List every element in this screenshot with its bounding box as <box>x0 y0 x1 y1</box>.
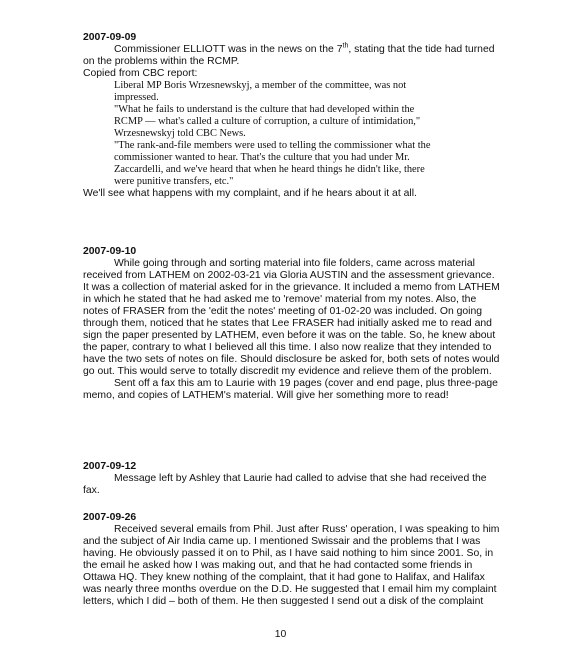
superscript: th <box>342 42 349 50</box>
paragraph-text: , stating that the tide had turned on the problems within the RCMP. <box>83 44 495 67</box>
entry-2007-09-09 <box>83 32 503 200</box>
entry-date: 2007-09-26 <box>83 512 137 523</box>
entry-paragraph <box>83 44 503 68</box>
closing-line: We'll see what happens with my complaint, and if he hears about it at all. <box>83 188 417 199</box>
quote-paragraph: Liberal MP Boris Wrzesnewskyj, a member of the committee, was not impressed. <box>114 80 407 103</box>
quote-paragraph: "The rank-and-file members were used to telling the commissioner what the commissioner wanted to hear. That's the culture that you had under Mr. Zaccardelli, and we've heard that when he heard things he didn't like, there were punitive transfers, etc." <box>114 140 431 187</box>
entry-paragraph: While going through and sorting material into file folders, came across material received from LATHEM on 2002-03-21 via Gloria AUSTIN and the assessment grievance. It was a collection of material asked for in the grievance. It included a memo from LATHEM in which he stated that he had asked me to 'remove' material from my notes. Also, the notes of FRASER from the 'edit the notes' meeting of 01-02-20 was included. On going through them, noticed that he states that Lee FRASER had initially asked me to read and sign the paper presented by LATHEM, even before it was on the table. So, he knew about the paper, contrary to what I believed all this time. I also now realize that they intended to have the two sets of notes on file. Should disclosure be asked for, both sets of notes would go out. This would serve to totally discredit my evidence and relieve them of the problem. <box>83 258 500 377</box>
entry-paragraph: Received several emails from Phil. Just after Russ' operation, I was speaking to him and the subject of Air India came up. I mentioned Swissair and the problems that I was having. He obviously passed it on to Phil, as I have said nothing to him since 2001. So, in the email he asked how I was making out, and that he had contacted some friends in Ottawa HQ. They knew nothing of the complaint, that it had gone to Halifax, and Halifax was nearly three months overdue on the D.D. He suggested that I email him my complaint letters, which I did – both of them. He then suggested I send out a disk of the complaint <box>83 524 500 607</box>
entry-2007-09-10 <box>83 246 503 402</box>
entry-date: 2007-09-10 <box>83 246 137 257</box>
copied-from-line: Copied from CBC report: <box>83 68 198 79</box>
entry-paragraph: Sent off a fax this am to Laurie with 19 pages (cover and end page, plus three-page memo, and copies of LATHEM's material. Will give her something more to read! <box>83 378 498 401</box>
quote-paragraph: "What he fails to understand is the culture that had developed within the RCMP — what's called a culture of corruption, a culture of intimidation," Wrzesnewskyj told CBC News. <box>114 104 421 139</box>
entry-paragraph: Message left by Ashley that Laurie had called to advise that she had received the fax. <box>83 473 487 496</box>
page-number: 10 <box>274 629 287 640</box>
entry-date: 2007-09-09 <box>83 32 137 43</box>
entry-date: 2007-09-12 <box>83 461 137 472</box>
entry-2007-09-26 <box>83 512 503 608</box>
entry-2007-09-12 <box>83 461 503 497</box>
paragraph-text: Commissioner ELLIOTT was in the news on the 7 <box>114 44 343 55</box>
